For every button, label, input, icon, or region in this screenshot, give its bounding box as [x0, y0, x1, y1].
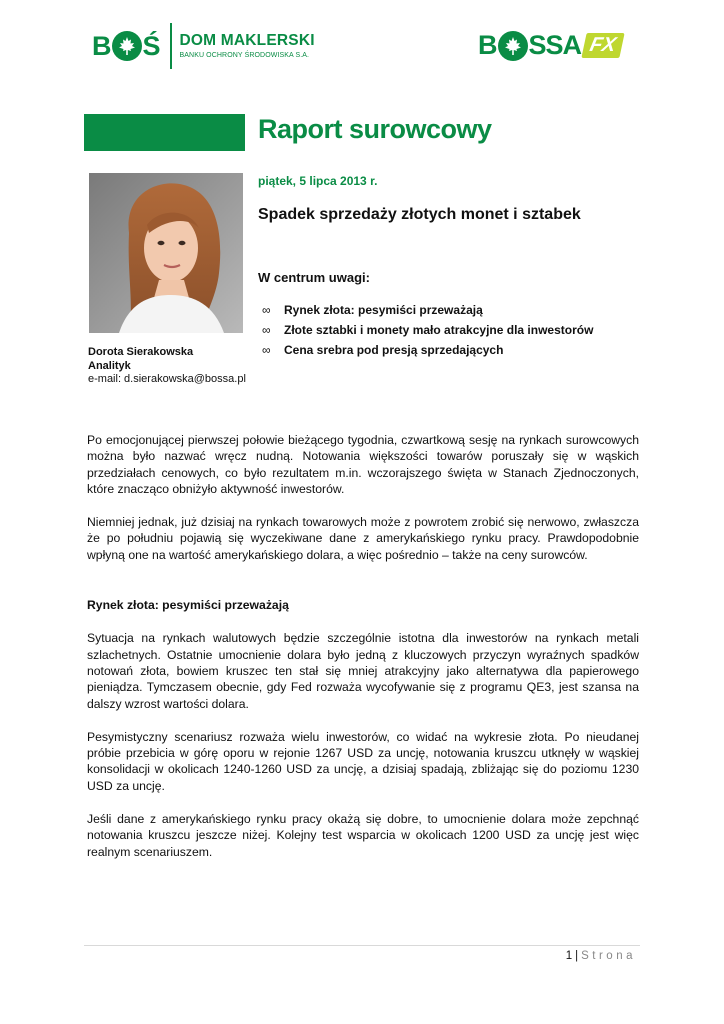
fx-badge: FX [581, 33, 624, 58]
report-title: Raport surowcowy [258, 114, 492, 144]
page-label: Strona [581, 950, 636, 962]
footer-divider [84, 945, 640, 946]
bos-letter-b: B [92, 30, 111, 61]
body-paragraph-2: Niemniej jednak, już dzisiaj na rynkach towarowych może z powrotem zrobić się nerwowo, zwłaszcza że po południu pojawią się wyczekiwane dane z amerykańskiego rynku pracy. Prawdopodobnie wpłyną one na wartość amerykańskiego dolara, a więc pośrednio – także na ceny surowców. [87, 515, 639, 562]
dom-maklerski-block [180, 33, 315, 59]
infinity-bullet-icon: ∞ [262, 303, 271, 317]
report-headline: Spadek sprzedaży złotych monet i sztabek [258, 206, 581, 223]
body-paragraph-4: Pesymistyczny scenariusz rozważa wielu inwestorów, co widać na wykresie złota. Po nieudanej próbie przebicia w górę oporu w rejonie 1267 USD za uncję, notowania kruszcu utknęły w wąskiej konsolidacji w okolicach 1240-1260 USD za uncję, a dzisiaj spadają, zbliżając się do poziomu 1230 USD za uncję. [87, 729, 639, 793]
author-photo [89, 173, 243, 333]
maple-leaf-icon [498, 31, 528, 61]
report-body [87, 432, 639, 860]
bossa-letters-ssa: SSA [528, 30, 582, 60]
bossa-wordmark [478, 30, 581, 61]
dom-maklerski-title: DOM MAKLERSKI [179, 32, 315, 50]
logo-divider [170, 23, 172, 69]
page-footer [566, 950, 636, 962]
maple-leaf-icon [112, 31, 142, 61]
page-number: 1 [565, 950, 573, 962]
bossa-letter-b: B [478, 30, 497, 60]
infinity-bullet-icon: ∞ [262, 343, 271, 357]
bos-wordmark [92, 31, 160, 62]
list-item [262, 303, 593, 323]
section-title-gold: Rynek złota: pesymiści przeważają [87, 598, 289, 613]
author-email[interactable]: e-mail: d.sierakowska@bossa.pl [88, 373, 246, 385]
bullet-text: Złote sztabki i monety mało atrakcyjne dla inwestorów [284, 323, 594, 337]
list-item [262, 323, 593, 343]
list-item [262, 343, 593, 363]
bos-logo [92, 22, 315, 70]
dom-maklerski-subtitle: BANKU OCHRONY ŚRODOWISKA S.A. [179, 51, 310, 59]
bullet-text: Cena srebra pod presją sprzedających [284, 343, 504, 357]
title-accent-bar [84, 114, 245, 151]
bullet-text: Rynek złota: pesymiści przeważają [284, 303, 483, 317]
focus-list [262, 303, 593, 363]
body-paragraph-5: Jeśli dane z amerykańskiego rynku pracy okażą się dobre, to umocnienie dolara może zepchnąć notowania kruszcu jeszcze niżej. Kolejny test wsparcia w okolicach 1200 USD za uncję jest więc realnym scenariuszem. [87, 812, 639, 859]
author-name: Dorota Sierakowska [88, 346, 194, 358]
footer-separator: | [575, 950, 579, 962]
focus-heading: W centrum uwagi: [258, 270, 370, 285]
bossa-fx-logo [478, 30, 622, 61]
infinity-bullet-icon: ∞ [262, 323, 271, 337]
report-date: piątek, 5 lipca 2013 r. [258, 174, 378, 188]
author-block [88, 346, 246, 387]
author-role: Analityk [88, 359, 131, 372]
body-paragraph-1: Po emocjonującej pierwszej połowie bieżącego tygodnia, czwartkową sesję na rynkach surowcowych można było nazwać wręcz nudną. Notowania większości towarów poruszały się w wąskich przedziałach cenowych, co było rezultatem m.in. wczorajszego święta w Stanach Zjednoczonych, które znacząco obniżyło aktywność inwestorów. [87, 433, 639, 496]
bos-letter-s: Ś [142, 30, 160, 61]
body-paragraph-3: Sytuacja na rynkach walutowych będzie szczególnie istotna dla inwestorów na rynkach metali szlachetnych. Ostatnie umocnienie dolara było jedną z kluczowych przyczyn wyraźnych spadków notowań złota, bowiem kruszec ten stał się mniej atrakcyjny jako alternatywa dla papierowego pieniądza. Tymczasem obecnie, gdy Fed rozważa wycofywanie się z programu QE3, jest szansa na dalszy wzrost wartości dolara. [87, 631, 639, 711]
